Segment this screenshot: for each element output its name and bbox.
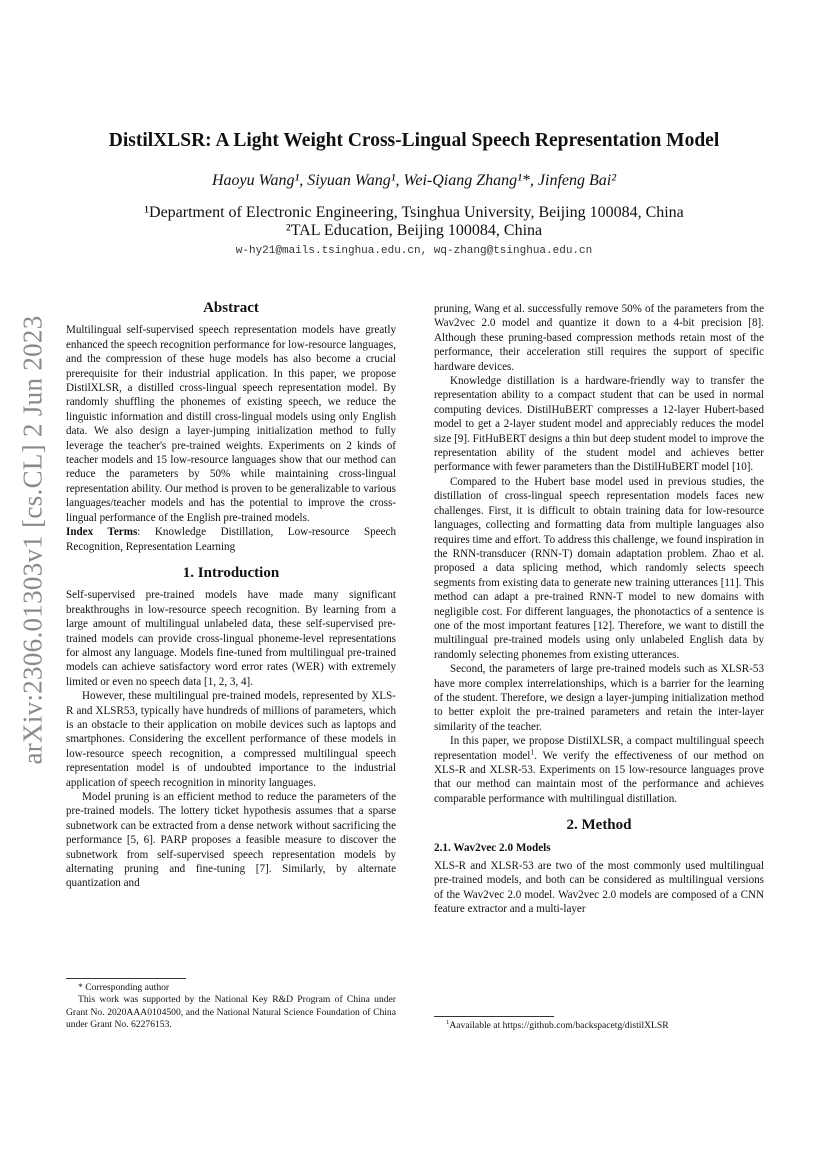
footnote-marker: 1	[530, 746, 535, 756]
right-column	[434, 302, 764, 917]
code-url-text: Aavailable at https://github.com/backspacetg/distilXLSR	[449, 1020, 669, 1031]
left-footnotes	[66, 978, 396, 1032]
abstract-heading: Abstract	[203, 300, 259, 316]
footnote-rule	[434, 1016, 554, 1017]
intro-paragraph-5: Knowledge distillation is a hardware-friendly way to transfer the representation ability to a compact student that can be used in normal computing devices. DistilHuBERT compresses a 12-layer Hubert-based model to get a 2-layer student model and appreciably reduces the model size [9]. FitHuBERT designs a thin but deep student model to improve the representation ability of the student model and achieves better performance with fewer parameters than the DistilHuBERT model [10].	[434, 375, 764, 474]
corresponding-author-note: * Corresponding author	[78, 982, 170, 993]
intro-paragraph-1: Self-supervised pre-trained models have made many significant breakthroughs in low-resource speech recognition. By learning from a large amount of multilingual unlabeled data, these self-supervised pre-trained models can provide cross-lingual phoneme-level representations for almost any language. Models fine-tuned from multilingual pre-trained models can achieve satisfactory word error rates (WER) with extremely limited or even no speech data [1, 2, 3, 4].	[66, 589, 396, 688]
index-terms-text: : Knowledge Distillation, Low-resource Speech Recognition, Representation Learning	[66, 526, 396, 553]
affiliation-1: ¹Department of Electronic Engineering, Tsinghua University, Beijing 100084, China	[144, 204, 684, 221]
introduction-heading: 1. Introduction	[182, 564, 280, 581]
author-list: Haoyu Wang¹, Siyuan Wang¹, Wei-Qiang Zhang¹*, Jinfeng Bai²	[211, 172, 617, 189]
intro-paragraph-7: Second, the parameters of large pre-trained models such as XLSR-53 have more complex interrelationships, which is a barrier for the learning of the student. Therefore, we design a layer-jumping initialization method to better exploit the pre-trained parameters and retain the inter-layer similarity of the teacher.	[434, 663, 764, 733]
right-footnote	[434, 1016, 764, 1032]
footnote-rule	[66, 978, 186, 979]
author-emails: w-hy21@mails.tsinghua.edu.cn, wq-zhang@tsinghua.edu.cn	[235, 245, 593, 257]
method-subheading: 2.1. Wav2vec 2.0 Models	[434, 841, 551, 854]
index-terms	[66, 525, 396, 554]
funding-note: This work was supported by the National Key R&D Program of China under Grant No. 2020AAA0104500, and the National Natural Science Foundation of China under Grant No. 62276153.	[66, 994, 396, 1031]
intro-paragraph-8-start: In this paper, we propose DistilXLSR, a compact multilingual speech representation model	[434, 735, 764, 762]
intro-paragraph-3: Model pruning is an efficient method to reduce the parameters of the pre-trained models. The lottery ticket hypothesis assumes that a sparse subnetwork can be extracted from a dense network without sacrificing the performance [5, 6]. PARP proposes a feasible measure to discover the subnetwork from self-supervised speech representation models by alternating pruning and fine-tuning [7]. Similarly, by alternate quantization and	[66, 791, 396, 890]
intro-paragraph-6: Compared to the Hubert base model used in previous studies, the distillation of cross-lingual speech representation models faces new challenges. First, it is difficult to obtain training data for low-resource languages, collecting and formatting data from multiple languages also requires time and effort. To address this challenge, we found inspiration in the RNN-transducer (RNN-T) domain adaptation problem. Zhao et al. proposed a data splicing method, which randomly selects speech segments from existing data to generate new training utterances [11]. This method can adapt a pre-trained RNN-T model to new domains with negligible cost. For different languages, the phonotactics of a sentence is one of the most important features [12]. Therefore, we want to distill the multilingual pre-trained models using only unlabeled English data by randomly selecting phonemes from existing utterances.	[434, 475, 765, 661]
left-column	[66, 301, 396, 891]
index-terms-label: Index Terms	[66, 526, 138, 539]
paper-title: DistilXLSR: A Light Weight Cross-Lingual Speech Representation Model	[108, 130, 720, 151]
abstract-text: Multilingual self-supervised speech representation models have greatly enhanced the speech recognition performance for low-resource languages, and the compression of these huge models has also become a crucial prerequisite for their industrial application. In this paper, we propose DistilXLSR, a distilled cross-lingual speech representation model. By randomly shuffling the phonemes of existing speech, we reduce the linguistic information and distill cross-lingual models using only English data. We also design a layer-jumping initialization method to fully leverage the teacher's pre-trained weights. Experiments on 2 kinds of teacher models and 15 low-resource languages show that our method can reduce the parameters by 50% while maintaining cross-lingual representation ability. Our method is proven to be generalizable to various languages/teacher models and has the potential to improve the cross-lingual performance of the English pre-trained models.	[66, 324, 396, 524]
intro-paragraph-2: However, these multilingual pre-trained models, represented by XLS-R and XLSR53, typically have hundreds of millions of parameters, which is an obstacle to their application on mobile devices such as laptops and smartphones. Considering the excellent performance of these models in low-resource speech recognition, a compressed multilingual speech representation model is of undoubted importance to the industrial application of speech recognition in minority languages.	[66, 690, 396, 789]
intro-paragraph-8	[434, 734, 764, 806]
code-availability-note	[434, 1020, 764, 1032]
intro-paragraph-8-end: . We verify the effectiveness of our method on XLS-R and XLSR-53. Experiments on 15 low-resource languages prove that our method can maintain most of the performance and achieves comparable performance with multilingual distillation.	[434, 749, 764, 805]
code-footnote-marker: 1	[446, 1018, 450, 1026]
arxiv-sidebar	[8, 315, 58, 765]
affiliation-2: ²TAL Education, Beijing 100084, China	[285, 222, 543, 239]
intro-paragraph-4: pruning, Wang et al. successfully remove 50% of the parameters from the Wav2vec 2.0 model and quantize it down to a 4-bit precision [8]. Although these pruning-based compression methods retain most of the performance, their acceleration still requires the support of specific hardware devices.	[434, 303, 764, 373]
method-heading: 2. Method	[566, 817, 632, 834]
arxiv-identifier: arXiv:2306.01303v1 [cs.CL] 2 Jun 2023	[17, 315, 48, 765]
method-paragraph-1: XLS-R and XLSR-53 are two of the most commonly used multilingual pre-trained models, and both can be considered as multilingual versions of the Wav2vec 2.0 model. Wav2vec 2.0 models are composed of a CNN feature extractor and a multi-layer	[434, 860, 764, 916]
